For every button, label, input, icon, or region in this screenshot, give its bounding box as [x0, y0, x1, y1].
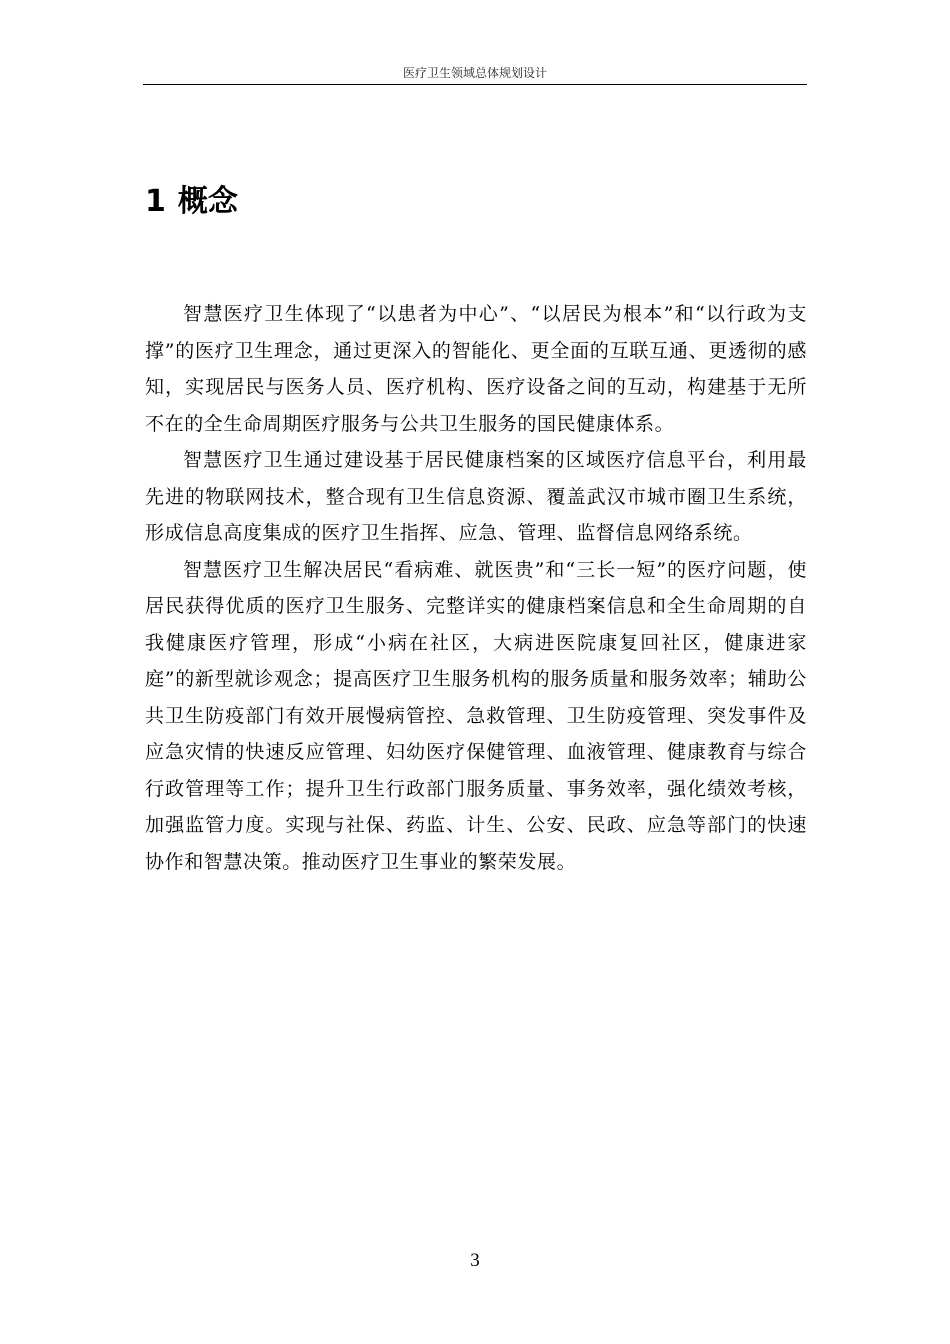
chapter-title — [145, 178, 238, 226]
page-header — [143, 64, 807, 85]
paragraph: 智慧医疗卫生通过建设基于居民健康档案的区域医疗信息平台，利用最先进的物联网技术，整合现有卫生信息资源、覆盖武汉市城市圈卫生系统，形成信息高度集成的医疗卫生指挥、应急、管理、监督信息网络系统。 — [145, 449, 807, 544]
running-title: 医疗卫生领域总体规划设计 — [402, 66, 547, 80]
chapter-number: 1 — [145, 184, 166, 219]
chapter-title-text: 概念 — [177, 184, 238, 219]
body-text — [145, 296, 807, 880]
page-number: 3 — [470, 1250, 480, 1271]
paragraph: 智慧医疗卫生体现了“以患者为中心”、“以居民为根本”和“以行政为支撑”的医疗卫生理念，通过更深入的智能化、更全面的互联互通、更透彻的感知，实现居民与医务人员、医疗机构、医疗设备之间的互动，构建基于无所不在的全生命周期医疗服务与公共卫生服务的国民健康体系。 — [145, 303, 807, 435]
paragraph: 智慧医疗卫生解决居民“看病难、就医贵”和“三长一短”的医疗问题，使居民获得优质的医疗卫生服务、完整详实的健康档案信息和全生命周期的自我健康医疗管理，形成“小病在社区，大病进医院康复回社区，健康进家庭”的新型就诊观念；提高医疗卫生服务机构的服务质量和服务效率；辅助公共卫生防疫部门有效开展慢病管控、急救管理、卫生防疫管理、突发事件及应急灾情的快速反应管理、妇幼医疗保健管理、血液管理、健康教育与综合行政管理等工作；提升卫生行政部门服务质量、事务效率，强化绩效考核，加强监管力度。实现与社保、药监、计生、公安、民政、应急等部门的快速协作和智慧决策。推动医疗卫生事业的繁荣发展。 — [145, 558, 807, 873]
